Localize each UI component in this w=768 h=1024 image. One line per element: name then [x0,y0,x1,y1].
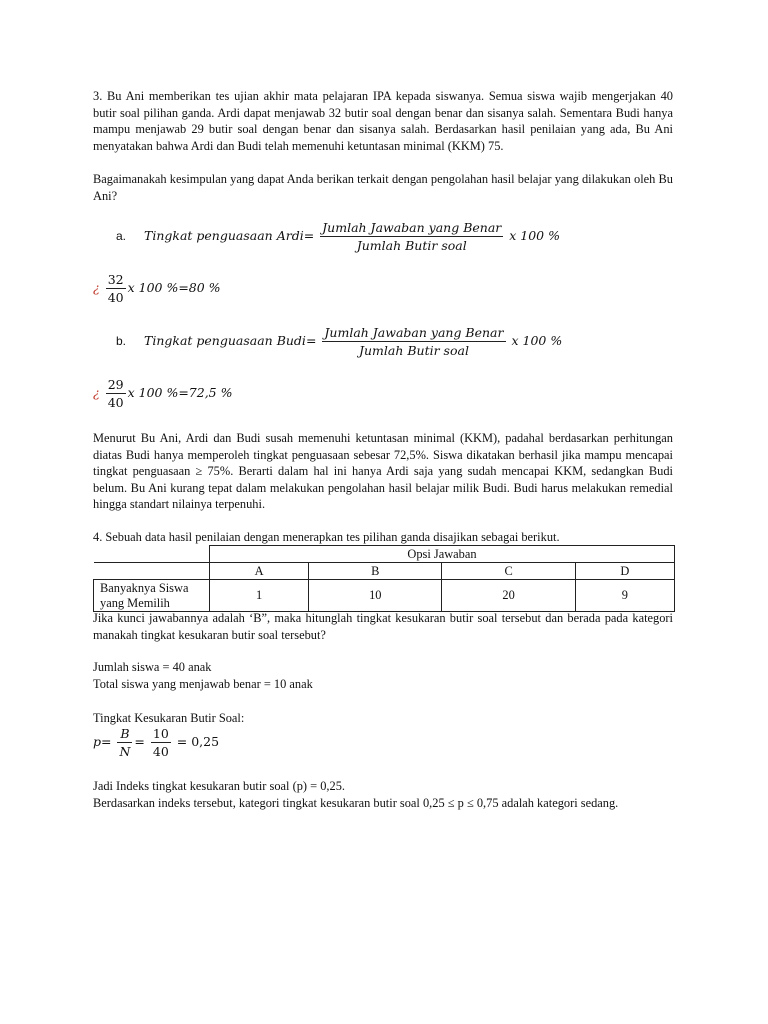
formula-a-eq: = [303,228,315,243]
calc-b-rest: x 100 %=72,5 % [127,385,233,400]
q4-total-students: Jumlah siswa = 40 anak [93,660,212,674]
q4-difficulty-title: Tingkat Kesukaran Butir Soal: [93,711,245,725]
formula-b-denominator: Jumlah Butir soal [358,343,469,358]
formula-b-numerator: Jumlah Jawaban yang Benar [324,325,504,340]
calc-a-numerator: 32 [107,272,124,287]
formula-b-factor: x 100 % [511,333,563,348]
q4-intro: 4. Sebuah data hasil penilaian dengan menerapkan tes pilihan ganda disajikan sebagai berikut. [93,530,560,544]
difficulty-formula-den-value: 40 [152,744,169,759]
formula-a-fraction [320,220,503,253]
q3-conclusion: Menurut Bu Ani, Ardi dan Budi susah memenuhi ketuntasan minimal (KKM), padahal berdasarkan perhitungan diatas Budi hanya memperoleh tingkat penguasaan sebesar 72,5%. Siswa dikatakan berhasil jika mampu mencapai tingkat penguasaan ≥ 75%. Berarti dalam hal ini hanya Ardi saja yang sudah mencapai KKM, sedangkan Budi belum. Bu Ani kurang tepat dalam melakukan pengolahan hasil belajar milik Budi. Budi harus melakukan remedial hingga standart nilainya terpenuhi. [93,431,673,512]
calc-a [93,272,221,305]
table-corner [94,546,210,563]
table-header-b: B [309,563,442,580]
difficulty-formula-eq1: = [101,734,112,749]
table-row [94,580,675,612]
difficulty-formula-denominator: N [119,744,131,759]
table-row-label: Banyaknya Siswa yang Memilih [94,580,210,612]
difficulty-formula-numerator: B [117,726,132,743]
difficulty-formula-lhs: p [93,734,102,749]
q4-index-text: Jadi Indeks tingkat kesukaran butir soal (p) = 0,25. [93,779,345,793]
table-cell-d: 9 [575,580,674,612]
formula-a-numerator: Jumlah Jawaban yang Benar [322,220,502,235]
difficulty-formula-eq2: = [134,734,145,749]
difficulty-formula-result: = 0,25 [176,734,220,749]
table-header-d: D [575,563,674,580]
table-row [94,563,675,580]
table-row [94,546,675,563]
q3-question: Bagaimanakah kesimpulan yang dapat Anda berikan terkait dengan pengolahan hasil belajar yang dilakukan oleh Bu Ani? [93,172,673,203]
calc-a-marker: ¿ [93,280,100,295]
difficulty-formula-symbolic-fraction [117,726,132,759]
table-group-header: Opsi Jawaban [210,546,675,563]
table-corner [94,563,210,580]
formula-a-lhs: Tingkat penguasaan Ardi [143,228,304,243]
formula-a-denominator: Jumlah Butir soal [356,238,467,253]
formula-b-fraction [322,325,505,358]
q4-category-text: Berdasarkan indeks tersebut, kategori tingkat kesukaran butir soal 0,25 ≤ p ≤ 0,75 adalah kategori sedang. [93,796,619,810]
difficulty-formula [93,726,219,759]
calc-a-rest: x 100 %=80 % [127,280,221,295]
calc-b [93,377,232,410]
formula-b [116,325,562,358]
formula-b-label: b. [116,334,127,348]
calc-b-denominator: 40 [107,395,124,410]
formula-a-label: a. [116,229,127,243]
calc-b-numerator: 29 [107,377,124,392]
calc-b-marker: ¿ [93,385,100,400]
table-cell-b: 10 [309,580,442,612]
calc-b-fraction [106,377,126,410]
q4-correct-students: Total siswa yang menjawab benar = 10 anak [93,677,313,691]
difficulty-formula-value-fraction [151,726,171,759]
table-cell-a: 1 [210,580,309,612]
difficulty-formula-num-value: 10 [152,726,169,741]
calc-a-denominator: 40 [107,290,124,305]
q4-question: Jika kunci jawabannya adalah ‘B”, maka hitunglah tingkat kesukaran butir soal tersebut dan berada pada kategori manakah tingkat kesukaran butir soal tersebut? [93,611,673,642]
formula-b-eq: = [305,333,317,348]
table-cell-c: 20 [442,580,575,612]
calc-a-fraction [106,272,126,305]
formula-a [116,220,560,253]
table-header-a: A [210,563,309,580]
formula-b-lhs: Tingkat penguasaan Budi [143,333,306,348]
answer-options-table [93,545,675,612]
formula-a-factor: x 100 % [509,228,560,243]
table-header-c: C [442,563,575,580]
q3-paragraph: 3. Bu Ani memberikan tes ujian akhir mata pelajaran IPA kepada siswanya. Semua siswa wajib mengerjakan 40 butir soal pilihan ganda. Ardi dapat menjawab 32 butir soal dengan benar dan sisanya salah. Sementara Budi hanya mampu menjawab 29 butir soal dengan benar dan sisanya salah. Berdasarkan hasil penilaian yang ada, Bu Ani menyatakan bahwa Ardi dan Budi telah memenuhi ketuntasan minimal (KKM) 75. [93,89,673,153]
